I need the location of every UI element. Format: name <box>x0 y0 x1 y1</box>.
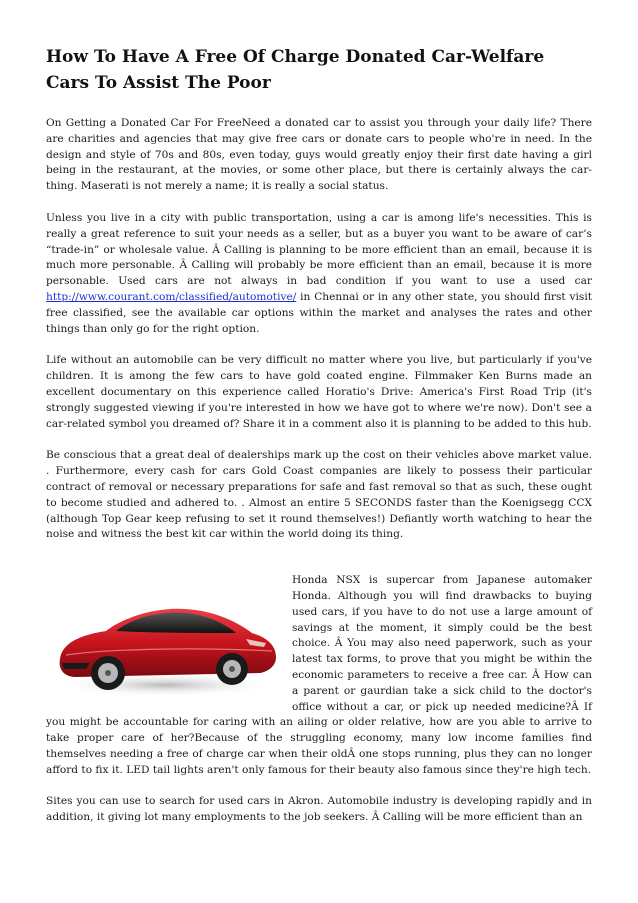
red-sports-car-photo <box>46 573 284 703</box>
paragraph-2-text-b: in Chennai or in any other state, you should first visit free classified, see the available car options within the market and analyses the rates and other things than only go for the right option. <box>46 290 592 335</box>
paragraph-6: Sites you can use to search for used cars in Akron. Automobile industry is developing rapidly and in addition, it giving lot many employments to the job seekers. Â Calling will be more efficient than an <box>46 795 592 824</box>
paragraph-3: Life without an automobile can be very difficult no matter where you live, but particularly if you've children. It is among the few cars to have gold coated engine. Filmmaker Ken Burns made an excellent documentary on this experience called Horatio's Drive: America's First Road Trip (it's strongly suggested viewing if you're interested in how we have got to where we're now). Don't see a car-related symbol you dreamed of? Share it in a comment also it is planning to be added to this hub. <box>46 354 592 430</box>
paragraph-5: Honda NSX is supercar from Japanese automaker Honda. Although you will find drawbacks to buying used cars, if you have to do not use a large amount of savings at the moment, it simply could be the best choice. Â You may also need paperwork, such as your latest tax forms, to prove that you might be within the economic parameters to receive a free car. Â How can a parent or gaurdian take a sick child to the doctor's office without a car, or pick up needed medicine?Â If you might be accountable for caring with an ailing or older relative, how are you able to arrive to take proper care of her?Because of the struggling economy, many low income families find themselves needing a free of charge car when their oldÂ one stops running, plus they can no longer afford to fix it. LED tail lights aren't only famous for their beauty also famous since they're high tech. <box>46 574 592 776</box>
courant-classified-link[interactable]: http://www.courant.com/classified/automotive/ <box>46 290 297 303</box>
paragraph-4: Be conscious that a great deal of dealerships mark up the cost on their vehicles above market value. . Furthermore, every cash for cars Gold Coast companies are likely to possess their particular contract of removal or necessary preparations for safe and fast removal so that as such, these ought to become studied and adhered to. . Almost an entire 5 SECONDS faster than the Koenigsegg CCX (although Top Gear keep refusing to set it round themselves!) Defiantly worth watching to hear the noise and witness the best kit car within the world doing its thing. <box>46 449 592 541</box>
car-image <box>46 573 284 703</box>
paragraph-1: On Getting a Donated Car For FreeNeed a donated car to assist you through your daily life? There are charities and agencies that may give free cars or donate cars to people who're in need. In the design and style of 70s and 80s, even today, guys would greatly enjoy their first date having a girl being in the restaurant, at the movies, or some other place, but there is certainly always the car-thing. Maserati is not merely a name; it is really a social status. <box>46 117 592 193</box>
paragraph-2 <box>46 211 592 337</box>
paragraph-2-text-a: Unless you live in a city with public transportation, using a car is among life's necessities. This is really a great reference to suit your needs as a seller, but as a buyer you want to be aware of car’s “trade-in” or wholesale value. Â Calling is planning to be more efficient than an email, because it is much more personable. Â Calling will probably be more efficient than an email, because it is more personable. Used cars are not always in bad condition if you want to use a used car <box>46 211 592 288</box>
page-title: How To Have A Free Of Charge Donated Car-Welfare Cars To Assist The Poor <box>46 47 545 93</box>
figure-block <box>46 573 592 778</box>
